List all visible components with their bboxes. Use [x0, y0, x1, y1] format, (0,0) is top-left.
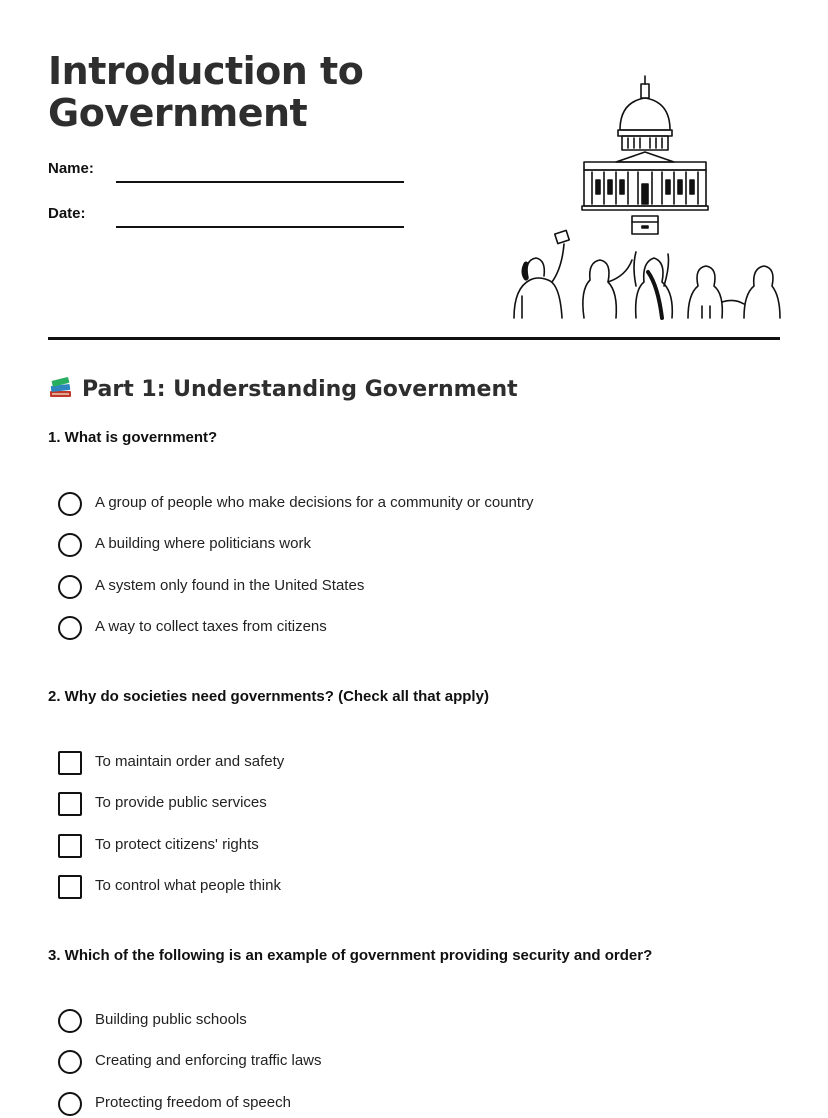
option-label: A group of people who make decisions for a community or country — [95, 494, 534, 511]
option-label: Protecting freedom of speech — [95, 1094, 291, 1111]
option-label: Creating and enforcing traffic laws — [95, 1052, 322, 1069]
capitol-building-icon — [582, 76, 708, 210]
radio-button[interactable] — [58, 1050, 82, 1074]
q2-option-1[interactable] — [58, 751, 758, 775]
radio-button[interactable] — [58, 616, 82, 640]
header-divider — [48, 337, 780, 340]
q2-option-2[interactable] — [58, 792, 758, 816]
date-label: Date: — [48, 205, 86, 222]
q1-option-1[interactable] — [58, 492, 758, 516]
radio-button[interactable] — [58, 492, 82, 516]
crowd-icon — [514, 230, 780, 318]
ballot-box-icon — [632, 216, 658, 234]
checkbox[interactable] — [58, 875, 82, 899]
option-label: To provide public services — [95, 794, 267, 811]
option-label: A system only found in the United States — [95, 577, 365, 594]
q3-option-3[interactable] — [58, 1092, 758, 1116]
option-label: Building public schools — [95, 1011, 247, 1028]
checkbox[interactable] — [58, 751, 82, 775]
name-line[interactable] — [116, 181, 404, 183]
books-icon — [48, 374, 74, 400]
q3-option-2[interactable] — [58, 1050, 758, 1074]
q1-option-2[interactable] — [58, 533, 758, 557]
option-label: To protect citizens' rights — [95, 836, 259, 853]
option-label: A building where politicians work — [95, 535, 311, 552]
q2-option-4[interactable] — [58, 875, 758, 899]
checkbox[interactable] — [58, 792, 82, 816]
radio-button[interactable] — [58, 533, 82, 557]
radio-button[interactable] — [58, 1009, 82, 1033]
title-line-2: Government — [48, 91, 308, 135]
part1-title — [48, 374, 518, 405]
question-3: 3. Which of the following is an example of government providing security and order? — [48, 947, 653, 964]
worksheet-title — [48, 50, 363, 134]
title-line-1: Introduction to — [48, 49, 364, 93]
capitol-voters-illustration — [508, 72, 784, 324]
question-2: 2. Why do societies need governments? (Check all that apply) — [48, 688, 489, 705]
q1-option-3[interactable] — [58, 575, 758, 599]
checkbox[interactable] — [58, 834, 82, 858]
radio-button[interactable] — [58, 1092, 82, 1116]
q1-option-4[interactable] — [58, 616, 758, 640]
part1-title-text: Part 1: Understanding Government — [82, 377, 518, 402]
q3-option-1[interactable] — [58, 1009, 758, 1033]
name-label: Name: — [48, 160, 94, 177]
option-label: A way to collect taxes from citizens — [95, 618, 327, 635]
question-1: 1. What is government? — [48, 429, 218, 446]
option-label: To control what people think — [95, 877, 281, 894]
radio-button[interactable] — [58, 575, 82, 599]
option-label: To maintain order and safety — [95, 753, 285, 770]
date-line[interactable] — [116, 226, 404, 228]
q2-option-3[interactable] — [58, 834, 758, 858]
